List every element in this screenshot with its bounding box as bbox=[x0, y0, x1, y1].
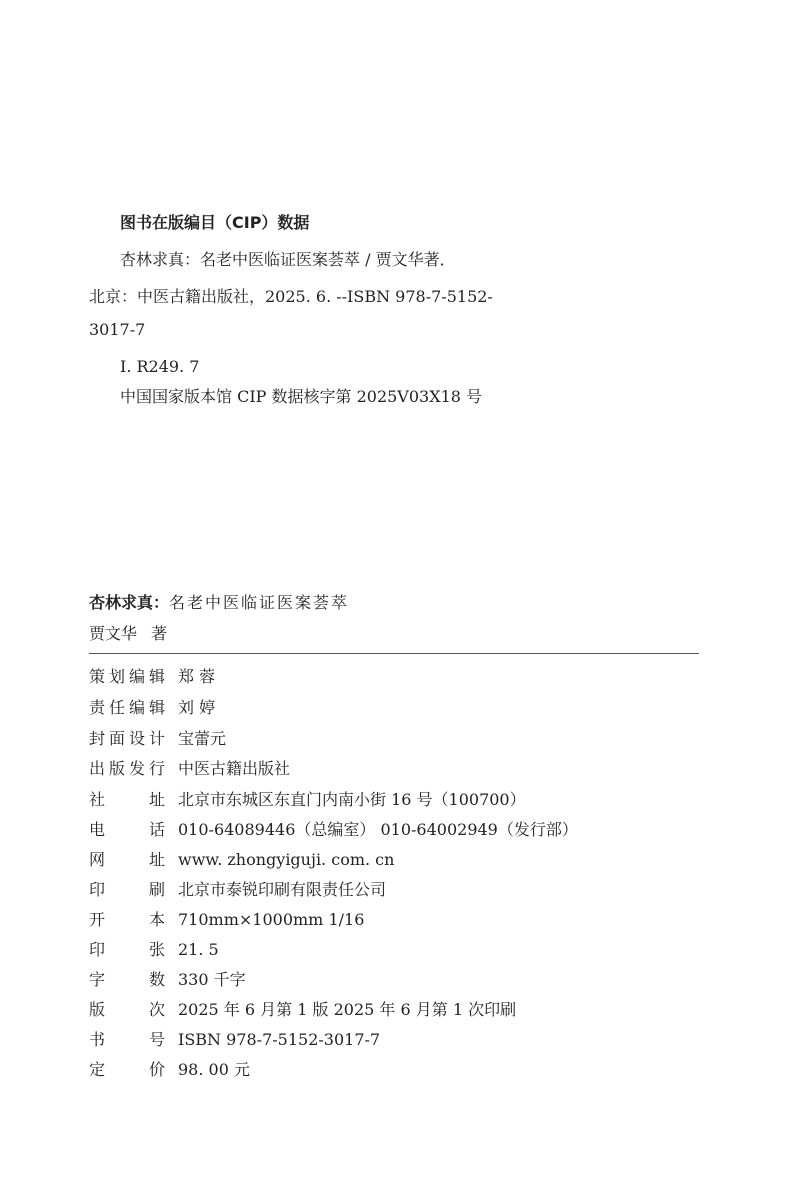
info-value: 330 千字 bbox=[178, 970, 246, 989]
info-row bbox=[89, 940, 219, 960]
info-value: ISBN 978-7-5152-3017-7 bbox=[178, 1030, 381, 1049]
info-value: 98. 00 元 bbox=[178, 1060, 250, 1079]
info-row bbox=[89, 698, 215, 718]
info-value: 北京市泰锐印刷有限责任公司 bbox=[178, 880, 387, 899]
info-label: 网址 bbox=[89, 850, 165, 869]
info-value: 710mm×1000mm 1/16 bbox=[178, 910, 365, 929]
info-value: www. zhongyiguji. com. cn bbox=[178, 850, 395, 869]
info-value: 21. 5 bbox=[178, 940, 219, 959]
info-row bbox=[89, 1030, 380, 1050]
author-role: 著 bbox=[151, 624, 168, 643]
info-row bbox=[89, 667, 215, 687]
cip-title-line: 杏林求真：名老中医临证医案荟萃 / 贾文华著． bbox=[120, 250, 456, 269]
info-row bbox=[89, 910, 364, 930]
info-value: 郑 蓉 bbox=[178, 667, 216, 686]
info-row bbox=[89, 790, 526, 810]
info-label: 开本 bbox=[89, 910, 165, 929]
cip-classification: Ⅰ. R249. 7 bbox=[120, 357, 200, 376]
info-row bbox=[89, 1000, 516, 1020]
book-title bbox=[89, 593, 349, 613]
info-row bbox=[89, 970, 246, 990]
info-label: 责任编辑 bbox=[89, 698, 165, 717]
info-row bbox=[89, 850, 394, 870]
info-label: 封面设计 bbox=[89, 729, 165, 748]
info-value: 中医古籍出版社 bbox=[178, 759, 291, 778]
info-label: 字数 bbox=[89, 970, 165, 989]
cip-heading: 图书在版编目（CIP）数据 bbox=[120, 213, 310, 232]
info-value: 宝蕾元 bbox=[178, 729, 227, 748]
divider-rule bbox=[89, 653, 699, 654]
book-title-main: 杏林求真： bbox=[89, 593, 170, 612]
info-row bbox=[89, 880, 386, 900]
cip-publisher-line: 北京：中医古籍出版社，2025. 6. --ISBN 978-7-5152- bbox=[89, 287, 493, 306]
info-label: 书号 bbox=[89, 1030, 165, 1049]
cip-isbn-continued: 3017-7 bbox=[89, 320, 146, 339]
info-label: 出版发行 bbox=[89, 759, 165, 778]
info-row bbox=[89, 729, 226, 749]
cip-record-number: 中国国家版本馆 CIP 数据核字第 2025V03X18 号 bbox=[120, 387, 483, 406]
info-label: 定价 bbox=[89, 1060, 165, 1079]
info-value: 刘 婷 bbox=[178, 698, 216, 717]
info-label: 版次 bbox=[89, 1000, 165, 1019]
info-value: 010-64089446（总编室） 010-64002949（发行部） bbox=[178, 820, 578, 839]
info-label: 印张 bbox=[89, 940, 165, 959]
info-row bbox=[89, 820, 578, 840]
info-label: 电话 bbox=[89, 820, 165, 839]
info-value: 2025 年 6 月第 1 版 2025 年 6 月第 1 次印刷 bbox=[178, 1000, 517, 1019]
info-row bbox=[89, 1060, 250, 1080]
book-author bbox=[89, 624, 167, 644]
book-title-sub: 名老中医临证医案荟萃 bbox=[169, 593, 350, 612]
info-label: 策划编辑 bbox=[89, 667, 165, 686]
author-name: 贾文华 bbox=[89, 624, 138, 643]
info-value: 北京市东城区东直门内南小街 16 号（100700） bbox=[178, 790, 526, 809]
info-label: 社址 bbox=[89, 790, 165, 809]
info-row bbox=[89, 759, 290, 779]
info-label: 印刷 bbox=[89, 880, 165, 899]
